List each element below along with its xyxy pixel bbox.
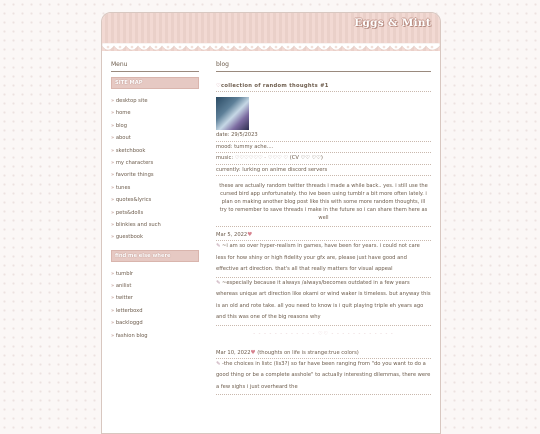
entry-date-text: Mar 10, 2022 (216, 349, 251, 356)
lace-trim (102, 43, 440, 55)
elsewhere-heading: find me else where (111, 250, 199, 262)
sidebar-link-fashion-blog[interactable]: » fashion blog (111, 330, 199, 342)
music-label: music: (216, 155, 234, 161)
section-separator: - - - - - - - - - - - - ♡♡ - - - - - - - - - - - - (253, 330, 394, 337)
music-song[interactable]: ♡♡♡♡♡♡ - ♡♡♡ ♡ (234, 155, 289, 161)
heart-icon: ♥ (247, 232, 253, 238)
heart-icon: ♥ (250, 349, 256, 356)
sidebar-link-sketchbook[interactable]: » sketchbook (111, 145, 199, 157)
site-title[interactable]: Eggs & Mint (354, 17, 431, 29)
sidebar-link-quotes-lyrics[interactable]: » quotes&lyrics (111, 194, 199, 206)
sidebar-link-tunes[interactable]: » tunes (111, 182, 199, 194)
page-title: blog (216, 61, 431, 72)
sidebar (111, 61, 199, 348)
post-mood: mood: tummy ache.... (216, 142, 431, 154)
post-avatar-image (216, 97, 249, 130)
blog-main (216, 61, 431, 395)
post-intro: these are actually random twitter threads i made a while back.. yes. i still use the cursed bird app unfortunately. tho ive been using tumblr a bit more often lately. i plan on making another blog post like this with some more random thoughts, ill try to remember to save threads i make in the future so i can share them here as well (219, 183, 428, 221)
sidebar-link-favorite-things[interactable]: » favorite things (111, 169, 199, 181)
entry-paragraph (216, 278, 431, 326)
post-title: ♡ collection of random thoughts #1 (216, 83, 431, 92)
sidebar-link-desktop-site[interactable]: » desktop site (111, 95, 199, 107)
site-frame (101, 12, 441, 434)
sidebar-link-twitter[interactable]: » twitter (111, 292, 199, 304)
pen-icon: ✎ (216, 279, 221, 286)
post-currently: currently: lurking on anime discord servers (216, 165, 431, 177)
entry-text: ~i am so over hyper-realism in games, have been for years. i could not care less for how shiny or high fidelity your gfx are, please just have good and effective art direction. that's all that really matters for visual appeal (216, 243, 420, 272)
sidebar-link-blinkies[interactable]: » blinkies and such (111, 219, 199, 231)
post-music (216, 153, 431, 165)
sidebar-link-anilist[interactable]: » anilist (111, 280, 199, 292)
entry-paragraph (216, 241, 431, 278)
divider (216, 225, 431, 227)
entry-paragraph (216, 359, 431, 396)
sidebar-link-guestbook[interactable]: » guestbook (111, 231, 199, 243)
entry-date (216, 230, 431, 241)
sidebar-title: Menu (111, 61, 199, 72)
entry-date-text: Mar 5, 2022 (216, 232, 248, 238)
entry-text: ~especially because it always /always/becomes outdated in a few years whereas unique art direction like okami or wind waker is timeless. but anyway this is an old and rote take. all you need to know is i quit playing triple eh years ago and this was one of the big reasons why (216, 279, 431, 320)
sidebar-link-backloggd[interactable]: » backloggd (111, 317, 199, 329)
sidebar-link-pets-dolls[interactable]: » pets&dolls (111, 207, 199, 219)
sidebar-link-home[interactable]: » home (111, 107, 199, 119)
sidebar-link-letterboxd[interactable]: » letterboxd (111, 305, 199, 317)
post-date: date: 29/5/2023 (216, 130, 431, 142)
entry-text: -the choices in listc (lis3?) so far have been ranging from "do you want to do a good thing or be a complete asshole" to actually interesting dilemmas, there were a few sighs i just overheard the (216, 360, 431, 390)
sidebar-link-tumblr[interactable]: » tumblr (111, 268, 199, 280)
pen-icon: ✎ (216, 243, 221, 249)
sidebar-link-blog[interactable]: » blog (111, 120, 199, 132)
music-tail: (CV ♡♡ ♡♡) (289, 155, 323, 161)
elsewhere-list (111, 268, 199, 342)
sidebar-link-about[interactable]: » about (111, 132, 199, 144)
sidebar-link-my-characters[interactable]: » my characters (111, 157, 199, 169)
entry-date (216, 348, 431, 359)
entry-note: (thoughts on life is strange:true colors) (257, 349, 359, 356)
pen-icon: ✎ (216, 360, 221, 367)
site-map-list (111, 95, 199, 244)
site-map-heading: SITE MAP (111, 77, 199, 89)
